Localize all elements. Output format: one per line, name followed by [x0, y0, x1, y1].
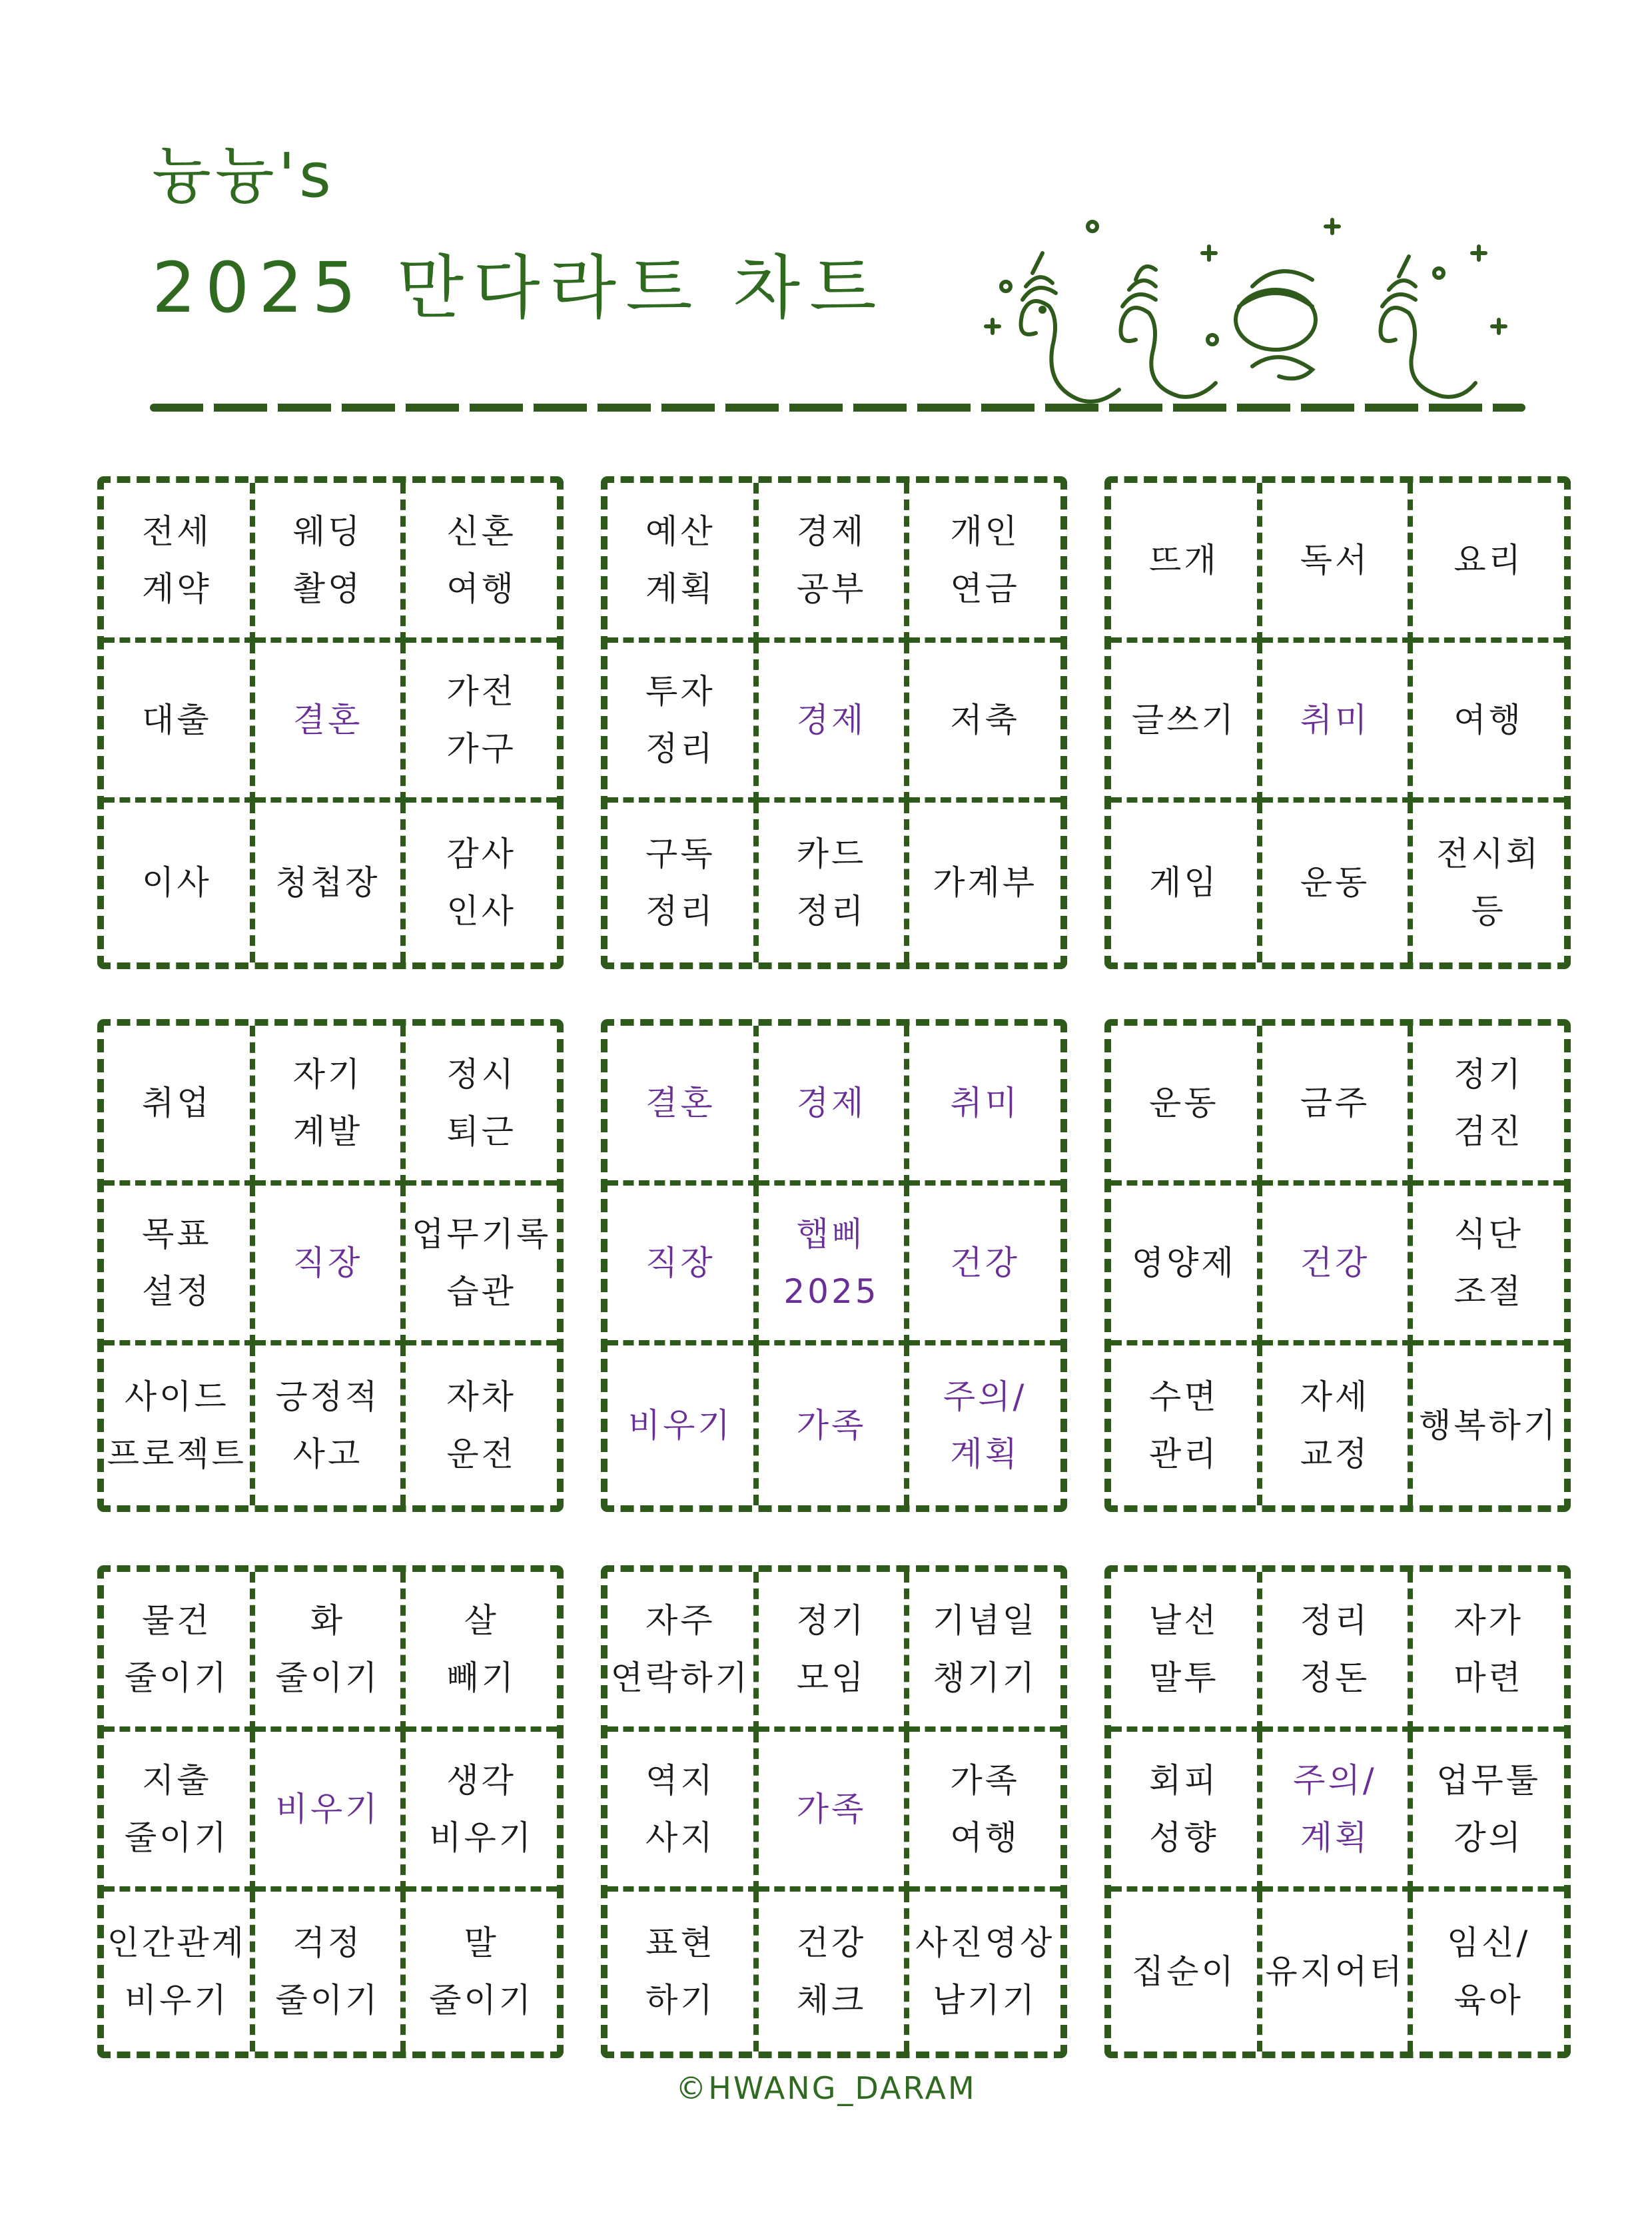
- block-caution: [1104, 1565, 1571, 2058]
- cell: 식단 조절: [1413, 1186, 1564, 1345]
- page-title: 2025 만다라트 차트: [152, 247, 886, 328]
- cell: 정기 모임: [759, 1572, 910, 1732]
- title-owner: 늉늉's: [152, 140, 335, 211]
- cell: 사이드 프로젝트: [104, 1345, 255, 1505]
- cell: 경제 공부: [759, 483, 910, 643]
- cell: 투자 정리: [608, 643, 759, 803]
- cell: 전세 계약: [104, 483, 255, 643]
- cell: 운동: [1111, 1026, 1262, 1186]
- block-family: [601, 1565, 1067, 2058]
- cell: 화 줄이기: [255, 1572, 406, 1732]
- cell: 표현 하기: [608, 1892, 759, 2051]
- cell: 사진영상 남기기: [915, 1924, 1055, 2020]
- cell-theme: 건강: [909, 1186, 1060, 1345]
- block-marriage: [97, 476, 564, 969]
- cell: 정시 퇴근: [406, 1026, 557, 1186]
- cell: 게임: [1111, 803, 1262, 962]
- cell: 청첩장: [255, 803, 406, 962]
- cell: 취업: [104, 1026, 255, 1186]
- cell: 인간관계 비우기: [104, 1892, 255, 2051]
- cell: 날선 말투: [1111, 1572, 1262, 1732]
- cell: 건강 체크: [759, 1892, 910, 2051]
- header-divider: [150, 404, 1525, 412]
- cell: 행복하기: [1419, 1406, 1559, 1445]
- cell: 긍정적 사고: [255, 1345, 406, 1505]
- block-work: [97, 1019, 564, 1512]
- cell: 예산 계획: [608, 483, 759, 643]
- cell: 가족 여행: [909, 1732, 1060, 1892]
- cell-theme: 가족: [759, 1345, 910, 1505]
- cell: 집순이: [1111, 1892, 1262, 2051]
- cell: 정리 정돈: [1262, 1572, 1414, 1732]
- cell: 역지 사지: [608, 1732, 759, 1892]
- block-health: [1104, 1019, 1571, 1512]
- cell: 개인 연금: [909, 483, 1060, 643]
- block-center: [601, 1019, 1067, 1512]
- cell: 살 빼기: [406, 1572, 557, 1732]
- cell-theme: 직장: [255, 1186, 406, 1345]
- cell-theme: 주의/ 계획: [1262, 1732, 1414, 1892]
- cell: 뜨개: [1111, 483, 1262, 643]
- cell: 물건 줄이기: [104, 1572, 255, 1732]
- cell-theme: 취미: [1262, 643, 1414, 803]
- cell-theme: 건강: [1262, 1186, 1414, 1345]
- cell: 자기 계발: [255, 1026, 406, 1186]
- block-hobby: [1104, 476, 1571, 969]
- cell: 독서: [1262, 483, 1414, 643]
- cell: 자세 교정: [1262, 1345, 1414, 1505]
- cell: 구독 정리: [608, 803, 759, 962]
- cell: 영양제: [1111, 1186, 1262, 1345]
- cell: 웨딩 촬영: [255, 483, 406, 643]
- credit-text: ©HWANG_DARAM: [675, 2070, 977, 2106]
- cell: 자가 마련: [1413, 1572, 1564, 1732]
- cell: 저축: [909, 643, 1060, 803]
- cell: 감사 인사: [446, 835, 516, 930]
- cell: 목표 설정: [104, 1186, 255, 1345]
- cell-theme: 직장: [608, 1186, 759, 1345]
- cell-theme: 비우기: [608, 1345, 759, 1505]
- cell: 정기 검진: [1413, 1026, 1564, 1186]
- cell: 자차 운전: [446, 1377, 516, 1473]
- cell-theme: 비우기: [255, 1732, 406, 1892]
- cell: 대출: [104, 643, 255, 803]
- cell-theme: 경제: [759, 643, 910, 803]
- cell: 이사: [104, 803, 255, 962]
- cell: 생각 비우기: [406, 1732, 557, 1892]
- cell: 신혼 여행: [406, 483, 557, 643]
- cell-theme: 주의/ 계획: [943, 1377, 1027, 1473]
- cell: 수면 관리: [1111, 1345, 1262, 1505]
- cell-theme: 결혼: [255, 643, 406, 803]
- cell: 기념일 챙기기: [909, 1572, 1060, 1732]
- doodle-illustration: [973, 206, 1519, 413]
- cell: 지출 줄이기: [104, 1732, 255, 1892]
- cell: 가계부: [933, 863, 1038, 902]
- cell: 임신/ 육아: [1446, 1924, 1531, 2020]
- cell: 가전 가구: [406, 643, 557, 803]
- cell: 요리: [1413, 483, 1564, 643]
- cell: 회피 성향: [1111, 1732, 1262, 1892]
- cell-theme: 취미: [909, 1026, 1060, 1186]
- cell: 말 줄이기: [429, 1924, 534, 2020]
- cell: 전시회 등: [1436, 835, 1541, 930]
- cell: 업무기록 습관: [406, 1186, 557, 1345]
- cell-theme: 경제: [759, 1026, 910, 1186]
- block-economy: [601, 476, 1067, 969]
- cell-main-goal: 햅삐 2025: [759, 1186, 910, 1345]
- block-emptying: [97, 1565, 564, 2058]
- cell: 자주 연락하기: [608, 1572, 759, 1732]
- cell: 글쓰기: [1111, 643, 1262, 803]
- cell-theme: 가족: [759, 1732, 910, 1892]
- cell: 카드 정리: [759, 803, 910, 962]
- cell: 유지어터: [1262, 1892, 1414, 2051]
- cell: 운동: [1262, 803, 1414, 962]
- cell: 걱정 줄이기: [255, 1892, 406, 2051]
- cell: 금주: [1262, 1026, 1414, 1186]
- cell-theme: 결혼: [608, 1026, 759, 1186]
- cell: 여행: [1413, 643, 1564, 803]
- cell: 업무툴 강의: [1413, 1732, 1564, 1892]
